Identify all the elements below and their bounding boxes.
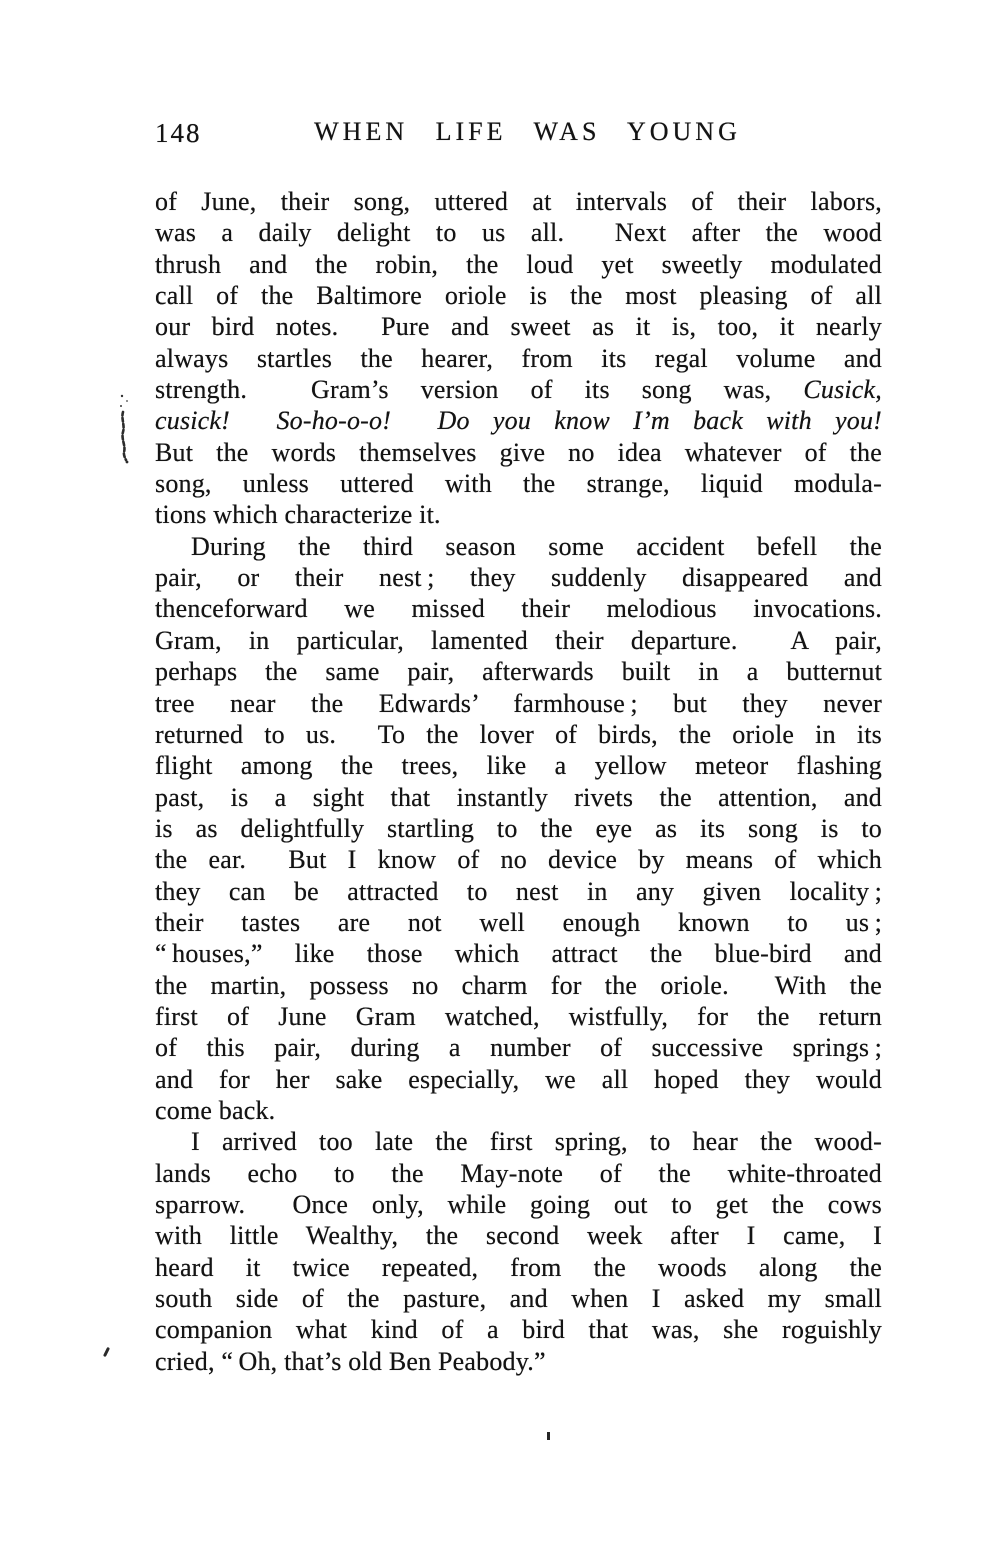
text-segment: returned to us. To the lover of birds, the oriole in its bbox=[155, 719, 882, 749]
text-line bbox=[155, 1314, 882, 1345]
text-segment: song, unless uttered with the strange, liquid modula- bbox=[155, 469, 882, 499]
text-line bbox=[155, 813, 882, 844]
text-segment: our bird notes. Pure and sweet as it is, too, it nearly bbox=[155, 312, 882, 342]
text-segment: flight among the trees, like a yellow meteor flashing bbox=[155, 751, 882, 781]
running-head bbox=[155, 117, 882, 151]
text-line bbox=[155, 499, 882, 530]
italic-text-segment: cusick! So-ho-o-o! Do you know I’m back with you! bbox=[155, 406, 882, 436]
text-line bbox=[155, 970, 882, 1001]
text-segment: with little Wealthy, the second week after I came, I bbox=[155, 1221, 882, 1251]
text-line bbox=[155, 719, 882, 750]
text-line bbox=[155, 593, 882, 624]
text-line bbox=[155, 1346, 882, 1377]
text-line bbox=[155, 1220, 882, 1251]
text-segment: and for her sake especially, we all hoped they would bbox=[155, 1064, 882, 1094]
text-segment: “ houses,” like those which attract the blue-bird and bbox=[155, 939, 882, 969]
text-line bbox=[155, 217, 882, 248]
text-segment: perhaps the same pair, afterwards built in a butternut bbox=[155, 657, 882, 687]
text-segment: thrush and the robin, the loud yet sweetly modulated bbox=[155, 249, 882, 279]
text-line bbox=[155, 186, 882, 217]
text-line bbox=[155, 1126, 882, 1157]
text-line bbox=[155, 249, 882, 280]
text-line bbox=[155, 625, 882, 656]
text-segment: cried, “ Oh, that’s old Ben Peabody.” bbox=[155, 1346, 546, 1376]
text-line bbox=[155, 374, 882, 405]
text-line bbox=[155, 405, 882, 436]
text-segment: come back. bbox=[155, 1095, 276, 1125]
text-segment: was a daily delight to us all. Next after the wood bbox=[155, 218, 882, 248]
italic-text-segment: Cusick, bbox=[803, 375, 882, 405]
text-segment: first of June Gram watched, wistfully, for the return bbox=[155, 1001, 882, 1031]
text-segment: call of the Baltimore oriole is the most pleasing of all bbox=[155, 281, 882, 311]
text-segment: strength. Gram’s version of its song was, bbox=[155, 375, 804, 405]
text-line bbox=[155, 938, 882, 969]
text-line bbox=[155, 1283, 882, 1314]
text-segment: past, is a sight that instantly rivets the attention, and bbox=[155, 782, 882, 812]
text-segment: lands echo to the May-note of the white-throated bbox=[155, 1158, 882, 1188]
text-segment: But the words themselves give no idea whatever of the bbox=[155, 437, 882, 467]
text-segment: thenceforward we missed their melodious invocations. bbox=[155, 594, 882, 624]
text-line bbox=[155, 1032, 882, 1063]
text-line bbox=[155, 876, 882, 907]
text-line bbox=[155, 531, 882, 562]
text-line bbox=[155, 1095, 882, 1126]
text-segment: sparrow. Once only, while going out to get the cows bbox=[155, 1190, 882, 1219]
text-segment: the martin, possess no charm for the oriole. With the bbox=[155, 970, 882, 1000]
text-line bbox=[155, 1252, 882, 1283]
text-line bbox=[155, 468, 882, 499]
text-segment: the ear. But I know of no device by means of which bbox=[155, 845, 882, 875]
text-segment: their tastes are not well enough known to us ; bbox=[155, 907, 882, 937]
page-title: WHEN LIFE WAS YOUNG bbox=[314, 117, 741, 146]
text-line bbox=[155, 562, 882, 593]
text-line bbox=[155, 343, 882, 374]
text-segment: I arrived too late the first spring, to hear the wood- bbox=[191, 1127, 882, 1157]
text-segment: tree near the Edwards’ farmhouse ; but they never bbox=[155, 688, 882, 718]
text-line bbox=[155, 1158, 882, 1189]
ink-smudge-artifact bbox=[114, 392, 138, 466]
text-line bbox=[155, 782, 882, 813]
text-line bbox=[155, 907, 882, 938]
text-segment: companion what kind of a bird that was, she roguishly bbox=[155, 1315, 882, 1345]
text-line bbox=[155, 1064, 882, 1095]
text-segment: heard it twice repeated, from the woods along the bbox=[155, 1252, 882, 1282]
text-segment: is as delightfully startling to the eye as its song is to bbox=[155, 813, 882, 843]
text-segment: of this pair, during a number of successive springs ; bbox=[155, 1033, 882, 1063]
text-line bbox=[155, 656, 882, 687]
text-segment: Gram, in particular, lamented their departure. A pair, bbox=[155, 625, 882, 655]
text-segment: south side of the pasture, and when I asked my small bbox=[155, 1284, 882, 1314]
text-line bbox=[155, 688, 882, 719]
text-segment: they can be attracted to nest in any given locality ; bbox=[155, 876, 882, 906]
text-line bbox=[155, 750, 882, 781]
text-line bbox=[155, 280, 882, 311]
text-segment: always startles the hearer, from its regal volume and bbox=[155, 343, 882, 373]
text-line bbox=[155, 844, 882, 875]
text-line bbox=[155, 437, 882, 468]
text-line bbox=[155, 311, 882, 342]
text-block bbox=[155, 186, 882, 1377]
stray-dot-artifact bbox=[547, 1432, 550, 1440]
text-segment: tions which characterize it. bbox=[155, 500, 441, 530]
text-segment: During the third season some accident befell the bbox=[191, 531, 882, 561]
page-number: 148 bbox=[155, 118, 202, 148]
text-line bbox=[155, 1001, 882, 1032]
text-line bbox=[155, 1189, 882, 1220]
stray-tick-artifact bbox=[103, 1347, 110, 1357]
text-segment: of June, their song, uttered at intervals of their labors, bbox=[155, 187, 882, 216]
text-segment: pair, or their nest ; they suddenly disappeared and bbox=[155, 563, 882, 593]
